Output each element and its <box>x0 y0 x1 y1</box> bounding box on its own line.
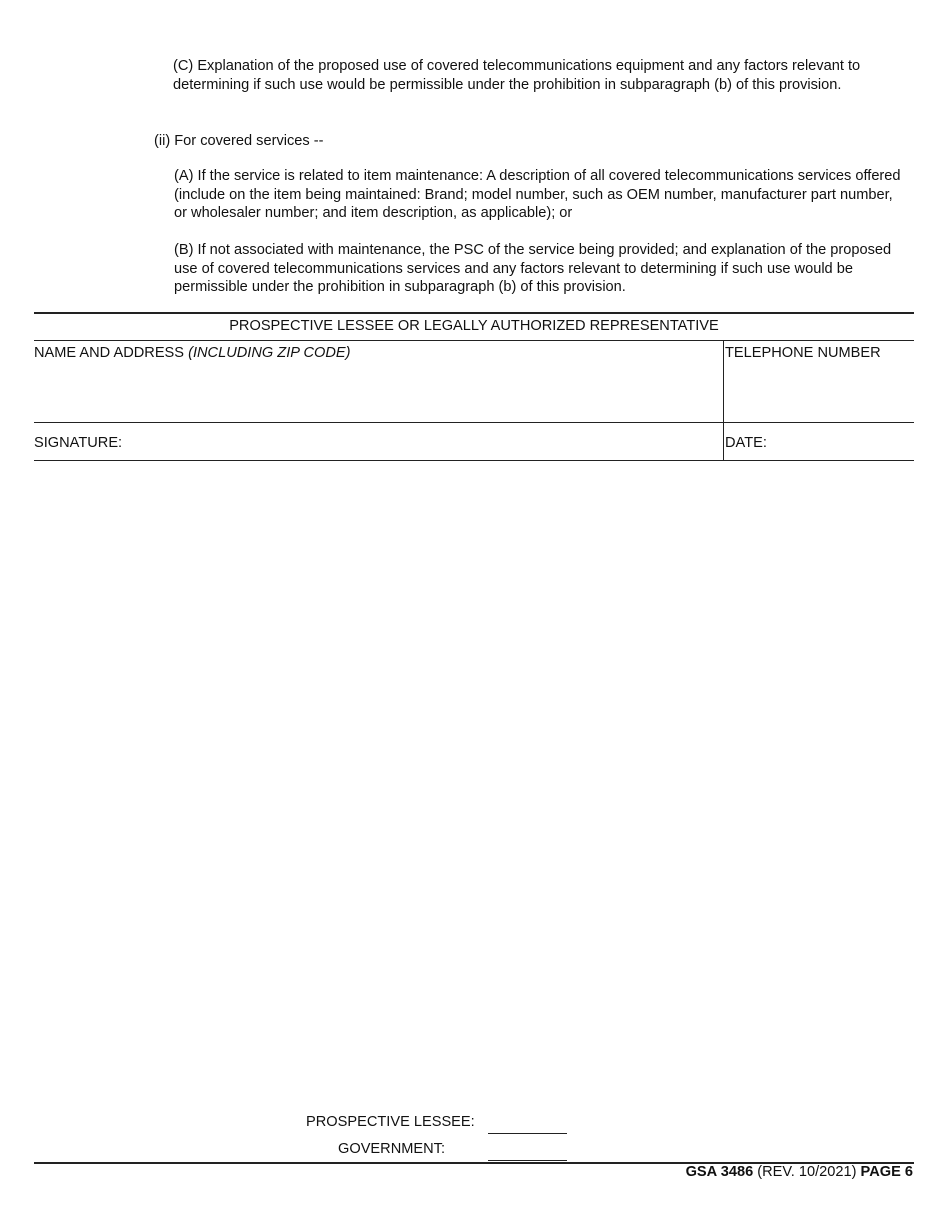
signature-block-heading: PROSPECTIVE LESSEE OR LEGALLY AUTHORIZED REPRESENTATIVE <box>229 318 719 334</box>
form-footer <box>686 1164 913 1180</box>
paragraph-a: (A) If the service is related to item maintenance: A description of all covered telecommunications services offered (include on the item being maintained: Brand; model number, such as OEM number, manufacturer part number, or wholesaler number; and item description, as applicable); or <box>174 168 901 222</box>
table-top-border <box>34 312 914 314</box>
lessee-initials-label: PROSPECTIVE LESSEE: <box>306 1114 475 1130</box>
row-divider <box>34 422 914 423</box>
table-bottom-border <box>34 460 914 461</box>
paragraph-b: (B) If not associated with maintenance, the PSC of the service being provided; and explanation of the proposed use of covered telecommunications services and any factors relevant to determining if such use would be permissible under the prohibition in subparagraph (b) of this provision. <box>174 242 892 296</box>
government-initials-label: GOVERNMENT: <box>338 1141 446 1157</box>
page-number: PAGE 6 <box>860 1164 913 1180</box>
column-divider <box>723 340 724 461</box>
heading-divider <box>34 340 914 341</box>
signature-label: SIGNATURE: <box>34 435 123 451</box>
government-initials-field[interactable] <box>488 1160 567 1161</box>
signature-block <box>34 312 914 462</box>
name-address-label: NAME AND ADDRESS (INCLUDING ZIP CODE) <box>34 345 351 361</box>
telephone-number-label: TELEPHONE NUMBER <box>725 345 881 361</box>
form-id: GSA 3486 <box>685 1164 754 1180</box>
paragraph-c: (C) Explanation of the proposed use of covered telecommunications equipment and any factors relevant to determining if such use would be permissible under the prohibition in subparagraph (b) of this provision. <box>173 58 861 93</box>
lessee-initials-field[interactable] <box>488 1133 567 1134</box>
paragraph-ii: (ii) For covered services -- <box>154 133 324 149</box>
form-revision: (REV. 10/2021) <box>753 1164 861 1180</box>
date-label: DATE: <box>725 435 767 451</box>
